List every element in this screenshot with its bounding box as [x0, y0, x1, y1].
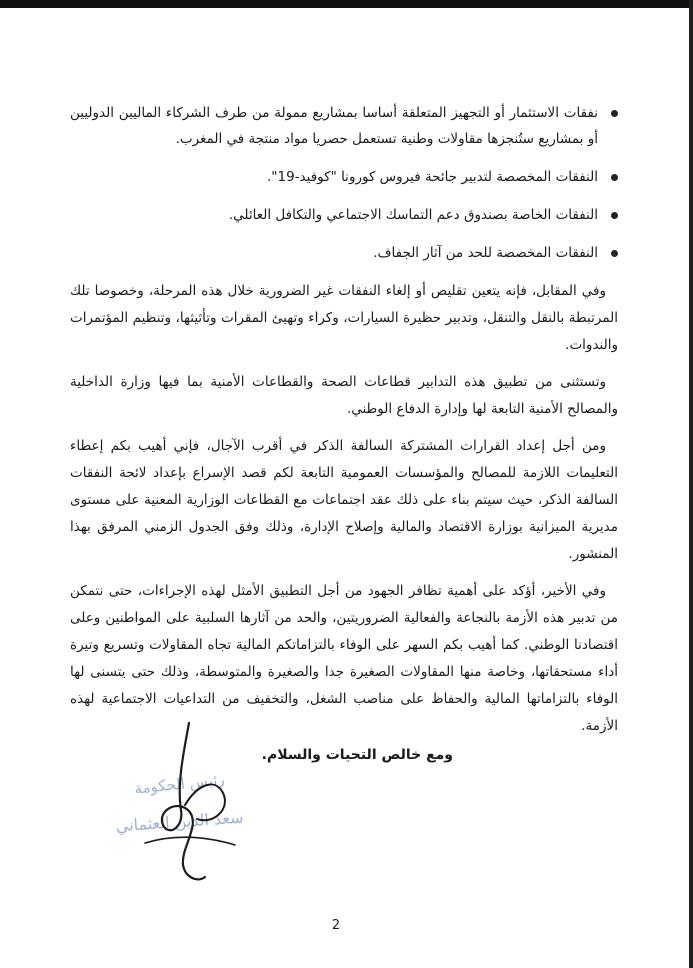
bullet-icon [611, 250, 618, 257]
svg-text:رئيس الحكومة: رئيس الحكومة [133, 770, 226, 798]
page-number: 2 [331, 918, 341, 933]
bullet-text: النفقات الخاصة بصندوق دعم التماسك الاجتماعي والتكافل العائلي. [228, 207, 598, 223]
bullet-item [70, 202, 618, 228]
closing-salutation: ومع خالص التحيات والسلام. [261, 747, 453, 763]
paragraph-reductions: وفي المقابل، فإنه يتعين تقليص أو إلغاء النفقات غير الضرورية خلال هذه المرحلة، وخصوصا تلك المرتبطة بالنقل والتنقل، وتدبير حظيرة السيارات، وكراء وتهيئ المقرات وتأثيثها، وتنظيم المؤتمرات والندوات. [70, 283, 618, 353]
bullet-icon [611, 174, 618, 181]
page-right-border [689, 0, 693, 968]
bullet-text: نفقات الاستثمار أو التجهيز المتعلقة أساسا بمشاريع ممولة من طرف الشركاء الماليين الدوليين أو بمشاريع ستُنجزها مقاولات وطنية تستعمل حصريا مواد منتجة في المغرب. [70, 105, 598, 147]
bullet-icon [611, 212, 618, 219]
bullet-item [70, 164, 618, 190]
svg-text:سعد الدين العثماني: سعد الدين العثماني [115, 807, 245, 836]
bullet-text: النفقات المخصصة للحد من آثار الجفاف. [373, 245, 598, 261]
paragraph-exemptions: وتستثنى من تطبيق هذه التدابير قطاعات الصحة والقطاعات الأمنية بما فيها وزارة الداخلية والمصالح الأمنية التابعة لها وإدارة الدفاع الوطني. [70, 374, 618, 417]
signature-stamp-image [85, 715, 275, 890]
bullet-icon [611, 110, 618, 117]
letter-body [70, 100, 618, 740]
bullet-item [70, 240, 618, 266]
bullet-item [70, 100, 618, 152]
expense-bullet-list [70, 100, 618, 266]
paragraph-instructions: ومن أجل إعداد القرارات المشتركة السالفة الذكر في أقرب الآجال، فإني أهيب بكم إعطاء التعليمات اللازمة للمصالح والمؤسسات العمومية التابعة لكم قصد الإسراع بإعداد لائحة النفقات السالفة الذكر، حيث سيتم بناء على ذلك عقد اجتماعات مع القطاعات الوزارية المعنية على مستوى مديرية الميزانية بوزارة الاقتصاد والمالية وإصلاح الإدارة، وذلك وفق الجدول الزمني المرفق بهذا المنشور. [70, 438, 618, 562]
paragraph-conclusion: وفي الأخير، أؤكد على أهمية تظافر الجهود من أجل التطبيق الأمثل لهذه الإجراءات، حتى نتمكن من تدبير هذه الأزمة بالنجاعة والفعالية الضروريتين، والحد من آثارها السلبية على المواطنين وعلى اقتصادنا الوطني. كما أهيب بكم السهر على الوفاء بالتزاماتكم المالية تجاه المقاولات وتسريع وتيرة أداء مستحقاتها، وخاصة منها المقاولات الصغيرة جدا والصغيرة والمتوسطة، وذلك حتى يتسنى لها الوفاء بالتزاماتها المالية والحفاظ على مناصب الشغل، والتخفيف من التداعيات الاجتماعية لهذه الأزمة. [70, 583, 618, 734]
bullet-text: النفقات المخصصة لتدبير جائحة فيروس كورونا "كوفيد-19". [266, 169, 598, 185]
page-top-border [0, 0, 693, 8]
